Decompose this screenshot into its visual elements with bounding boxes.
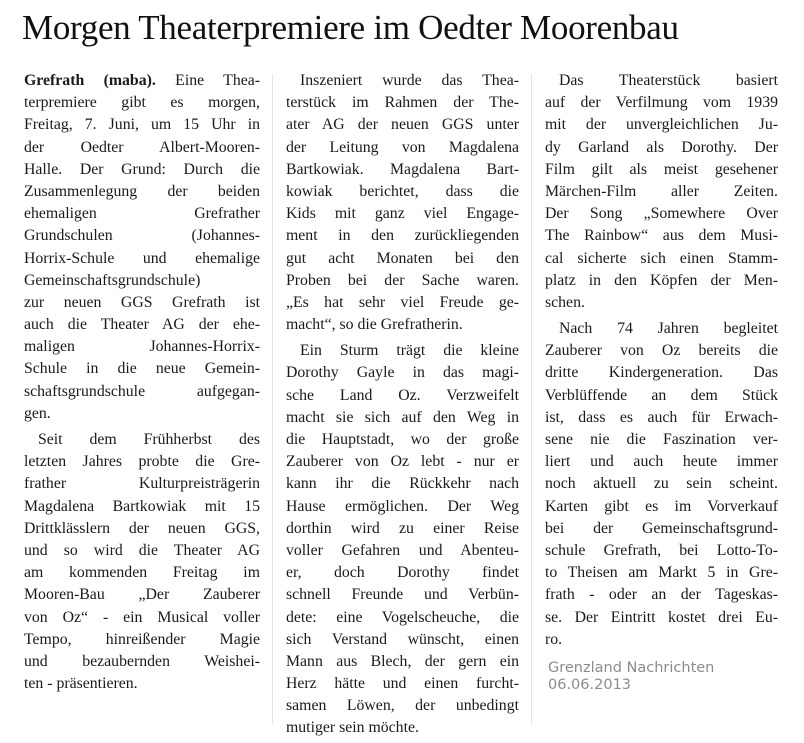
article-line: ater AG der neuen GGS unter <box>286 116 519 134</box>
column-divider <box>272 74 273 724</box>
article-column-3 <box>545 70 778 651</box>
article-line: Seit dem Frühherbst des <box>38 431 260 448</box>
article-line: Hause ermöglichen. Der Weg <box>286 497 519 515</box>
article-line: auch die Theater AG der ehe- <box>24 316 260 334</box>
article-line: Dorothy Gayle in das magi- <box>286 364 519 382</box>
article-line: dete: eine Vogelscheuche, die <box>286 608 519 626</box>
article-line: noch aktuell zu sein scheint. <box>545 475 778 493</box>
article-line: samen Löwen, der unbedingt <box>286 697 519 715</box>
article-line: ehemaligen Grefrather <box>24 205 260 223</box>
article-line: Film gilt als meist gesehener <box>545 160 778 178</box>
article-line: Märchen-Film aller Zeiten. <box>545 182 778 200</box>
article-headline: Morgen Theaterpremiere im Oedter Moorenbau <box>22 8 679 47</box>
article-line: ten - präsentieren. <box>24 675 138 693</box>
article-line: The Rainbow“ aus dem Musi- <box>545 227 778 245</box>
article-line: sene nie die Faszination ver- <box>545 431 778 448</box>
article-line: der Oedter Albert-Mooren- <box>24 138 260 156</box>
article-line: voller Gefahren und Abenteu- <box>286 541 519 559</box>
article-line: Herz hätte und einen furcht- <box>286 675 519 693</box>
source-credit <box>548 660 714 694</box>
article-line: bei der Gemeinschaftsgrund- <box>545 519 778 537</box>
column-divider <box>531 74 532 724</box>
source-date: 06.06.2013 <box>548 677 632 693</box>
article-line: Mooren-Bau „Der Zauberer <box>24 586 260 604</box>
article-line: letzten Jahres probte die Gre- <box>24 453 260 471</box>
article-line: gut acht Monaten bei den <box>286 249 519 267</box>
article-line: se. Der Eintritt kostet drei Eu- <box>545 608 778 626</box>
article-dateline: Grefrath (maba). <box>24 72 156 89</box>
article-line: macht“, so die Grefratherin. <box>286 316 463 334</box>
article-line: schen. <box>545 293 585 311</box>
article-line: und bezaubernden Weishei- <box>24 652 260 670</box>
article-line: liert und auch heute immer <box>545 453 778 471</box>
article-line: kann ihr die Rückkehr nach <box>286 475 519 493</box>
article-line: zur neuen GGS Grefrath ist <box>24 293 260 311</box>
article-line-text: Eine Thea- <box>175 72 260 89</box>
article-line: terstück im Rahmen der The- <box>286 94 519 112</box>
article-line: ro. <box>545 630 563 648</box>
article-line: Zauberer von Oz lebt - nur er <box>286 453 519 471</box>
article-line <box>24 70 260 92</box>
article-line: auf der Verfilmung vom 1939 <box>545 94 778 112</box>
article-line: Das Theaterstück basiert <box>559 72 778 89</box>
article-line: dorthin wird zu einer Reise <box>286 519 519 537</box>
article-line: und so wird die Theater AG <box>24 541 260 559</box>
article-line: von Oz“ - ein Musical voller <box>24 608 260 626</box>
article-line: Bartkowiak. Magdalena Bart- <box>286 160 519 178</box>
article-line: dy Garland als Dorothy. Der <box>545 138 778 156</box>
article-line: Freitag, 7. Juni, um 15 Uhr in <box>24 116 260 134</box>
article-line: schaftsgrundschule aufgegan- <box>24 382 260 400</box>
article-line: Drittklässlern der neuen GGS, <box>24 519 260 537</box>
article-line: frath - oder an der Tageskas- <box>545 586 778 604</box>
article-line: Halle. Der Grund: Durch die <box>24 160 260 178</box>
article-line: Gemeinschaftsgrundschule) <box>24 271 201 289</box>
article-line: sich Verstand wünscht, einen <box>286 630 519 648</box>
article-line: Nach 74 Jahren begleitet <box>559 320 778 338</box>
article-line: mit der unvergleichlichen Ju- <box>545 116 778 134</box>
article-line: Der Song „Somewhere Over <box>545 205 778 223</box>
article-column-1 <box>24 70 260 695</box>
article-line: ist, dass es auch für Erwach- <box>545 408 778 426</box>
article-line: die Hauptstadt, wo der große <box>286 431 519 448</box>
article-line: ment in den zurückliegenden <box>286 227 519 245</box>
article-line: der Leitung von Magdalena <box>286 138 519 156</box>
article-line: schule Grefrath, bei Lotto-To- <box>545 541 778 559</box>
article-line: Mann aus Blech, der gern ein <box>286 652 519 670</box>
article-line: Magdalena Bartkowiak mit 15 <box>24 497 260 515</box>
article-line: Horrix-Schule und ehemalige <box>24 249 260 267</box>
article-line: Tempo, hinreißender Magie <box>24 630 260 648</box>
article-line: frather Kulturpreisträgerin <box>24 475 260 493</box>
article-line: Grundschulen (Johannes- <box>24 227 260 245</box>
article-line: am kommenden Freitag im <box>24 564 260 582</box>
article-line: sche Land Oz. Verzweifelt <box>286 386 519 404</box>
article-line: kowiak berichtet, dass die <box>286 182 519 200</box>
article-line: terpremiere gibt es morgen, <box>24 94 260 112</box>
article-line: „Es hat sehr viel Freude ge- <box>286 293 519 311</box>
article-line: Inszeniert wurde das Thea- <box>300 72 519 89</box>
article-line: Karten gibt es im Vorverkauf <box>545 497 778 515</box>
article-line: cal sicherte sich einen Stamm- <box>545 249 778 267</box>
article-line: platz in den Köpfen der Men- <box>545 271 778 289</box>
source-publication: Grenzland Nachrichten <box>548 660 715 676</box>
article-line: Proben bei der Sache waren. <box>286 271 519 289</box>
article-line: macht sie sich auf den Weg in <box>286 408 519 426</box>
article-line: Ein Sturm trägt die kleine <box>300 342 519 360</box>
article-line: gen. <box>24 404 51 422</box>
article-line: schnell Freunde und Verbün- <box>286 586 519 604</box>
article-column-2 <box>286 70 519 740</box>
article-line: maligen Johannes-Horrix- <box>24 338 260 356</box>
article-line: mutiger sein möchte. <box>286 719 419 737</box>
article-line: dritte Kindergeneration. Das <box>545 364 778 382</box>
article-line: Kids mit ganz viel Engage- <box>286 205 519 223</box>
article-line: Zauberer von Oz bereits die <box>545 342 778 360</box>
article-line: Zusammenlegung der beiden <box>24 182 260 200</box>
article-line: Schule in die neue Gemein- <box>24 360 260 378</box>
article-line: to Theisen am Markt 5 in Gre- <box>545 564 778 582</box>
article-line: Verblüffende an dem Stück <box>545 386 778 404</box>
article-line: er, doch Dorothy findet <box>286 564 519 582</box>
